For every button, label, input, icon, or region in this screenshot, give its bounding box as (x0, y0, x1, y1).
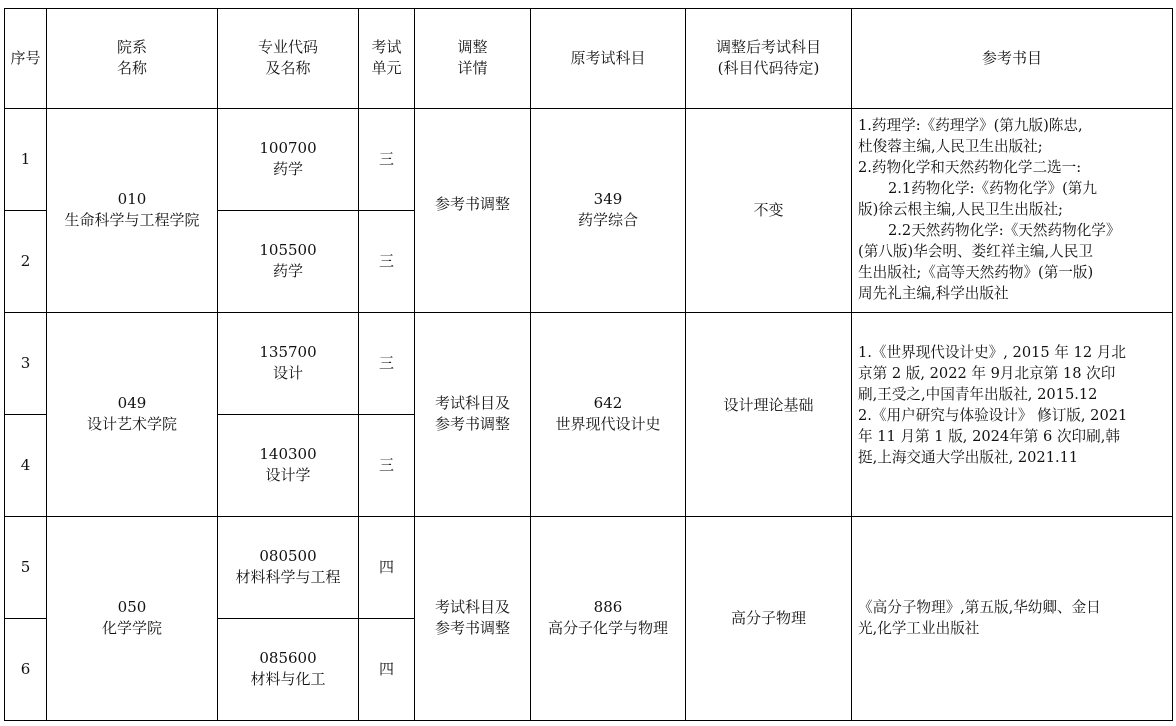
major-cell: 100700 药学 (218, 108, 359, 210)
table-row (5, 312, 1173, 414)
dept-cell: 010 生命科学与工程学院 (47, 108, 218, 312)
table-row (5, 516, 1173, 618)
unit-cell: 四 (359, 618, 415, 720)
seq-cell: 3 (5, 312, 47, 414)
seq-cell: 2 (5, 210, 47, 312)
new-subject-cell: 设计理论基础 (686, 312, 852, 516)
major-cell: 135700 设计 (218, 312, 359, 414)
seq-cell: 1 (5, 108, 47, 210)
dept-cell: 049 设计艺术学院 (47, 312, 218, 516)
orig-subject-cell: 886 高分子化学与物理 (531, 516, 686, 720)
header-new-subject: 调整后考试科目 (科目代码待定) (686, 9, 852, 109)
dept-cell: 050 化学学院 (47, 516, 218, 720)
seq-cell: 6 (5, 618, 47, 720)
new-subject-cell: 不变 (686, 108, 852, 312)
header-unit: 考试 单元 (359, 9, 415, 109)
table-row (5, 108, 1173, 210)
refs-cell: 《高分子物理》,第五版,华幼卿、金日 光,化学工业出版社 (852, 516, 1173, 720)
refs-cell: 1.药理学:《药理学》(第九版)陈忠, 杜俊蓉主编,人民卫生出版社; 2.药物化学和天然药物化学二选一: 2.1药物化学:《药物化学》(第九 版)徐云根主编,人民卫生出版社; 2.2天然药物化学:《天然药物化学》 (第八版)华会明、娄红祥主编,人民卫 生出版社;《高等天然药物》(第一版) 周先礼主编,科学出版社 (852, 108, 1173, 312)
orig-subject-cell: 642 世界现代设计史 (531, 312, 686, 516)
unit-cell: 三 (359, 210, 415, 312)
adjust-cell: 考试科目及 参考书调整 (415, 516, 531, 720)
adjustment-table (4, 8, 1173, 721)
unit-cell: 三 (359, 312, 415, 414)
major-cell: 085600 材料与化工 (218, 618, 359, 720)
header-adjust: 调整 详情 (415, 9, 531, 109)
unit-cell: 四 (359, 516, 415, 618)
refs-cell: 1.《世界现代设计史》, 2015 年 12 月北 京第 2 版, 2022 年 9月北京第 18 次印 刷,王受之,中国青年出版社, 2015.12 2.《用户研究与体验设计》 修订版, 2021 年 11 月第 1 版, 2024年第 6 次印刷,韩 挺,上海交通大学出版社, 2021.11 (852, 312, 1173, 516)
header-orig-subject: 原考试科目 (531, 9, 686, 109)
header-row (5, 9, 1173, 109)
major-cell: 080500 材料科学与工程 (218, 516, 359, 618)
adjust-cell: 参考书调整 (415, 108, 531, 312)
orig-subject-cell: 349 药学综合 (531, 108, 686, 312)
header-dept: 院系 名称 (47, 9, 218, 109)
adjust-cell: 考试科目及 参考书调整 (415, 312, 531, 516)
seq-cell: 5 (5, 516, 47, 618)
seq-cell: 4 (5, 414, 47, 516)
unit-cell: 三 (359, 414, 415, 516)
unit-cell: 三 (359, 108, 415, 210)
new-subject-cell: 高分子物理 (686, 516, 852, 720)
header-refs: 参考书目 (852, 9, 1173, 109)
header-seq: 序号 (5, 9, 47, 109)
major-cell: 140300 设计学 (218, 414, 359, 516)
major-cell: 105500 药学 (218, 210, 359, 312)
header-major: 专业代码 及名称 (218, 9, 359, 109)
